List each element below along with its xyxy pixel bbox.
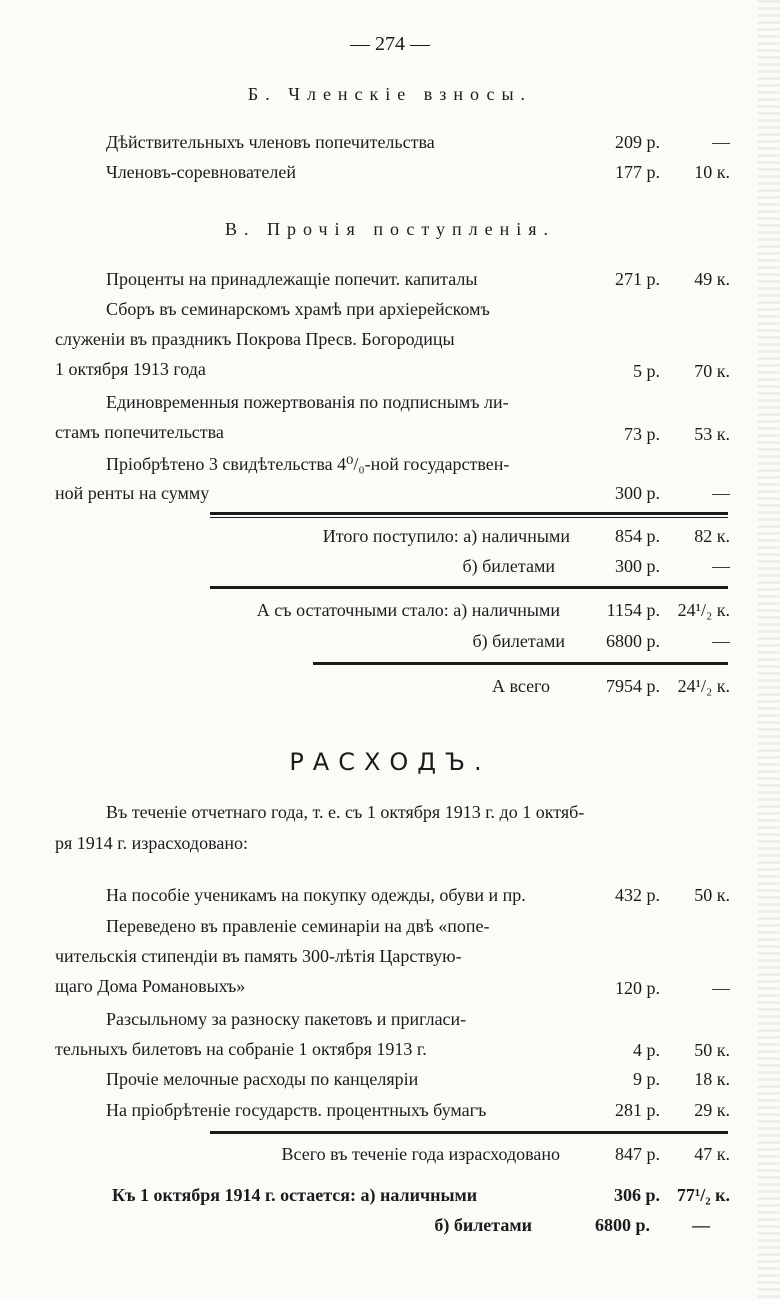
expense-row-2-line-2: чительскія стипендіи въ память 300-лѣтія Царствую-: [55, 946, 462, 966]
end-balance-cash-rub: 306 р.: [613, 1185, 660, 1205]
total-income-notes-label: б) билетами: [462, 556, 555, 576]
grand-total-rub: 7954 р.: [606, 676, 660, 696]
page-edge: [758, 0, 780, 1300]
expense-intro-line-2: ря 1914 г. израсходовано:: [55, 833, 248, 853]
divider-rule: [210, 586, 728, 589]
expense-row-4-label: Прочіе мелочные расходы по канцеляріи: [106, 1069, 419, 1089]
section-b-row-2-kop: 10 к.: [694, 162, 730, 182]
expense-total-kop: 47 к.: [694, 1144, 730, 1164]
divider-rule: [210, 1131, 728, 1134]
expense-row-5-label: На пріобрѣтеніе государств. процентныхъ бумагъ: [106, 1100, 487, 1120]
section-b-row-2-label: Членовъ-соревнователей: [106, 162, 297, 182]
section-v-row-3-rub: 73 р.: [624, 424, 660, 444]
with-balance-cash-kop: 24¹/₂ к.: [677, 600, 730, 620]
expense-heading: РАСХОДЪ.: [289, 748, 491, 776]
end-balance-cash-label: Къ 1 октября 1914 г. остается: а) наличными: [112, 1185, 478, 1205]
section-v-row-3-line-1: Единовременныя пожертвованія по подписнымъ ли-: [106, 392, 509, 412]
expense-row-2-line-3: щаго Дома Романовыхъ»: [55, 976, 246, 996]
expense-row-3-kop: 50 к.: [694, 1040, 730, 1060]
grand-total-kop: 24¹/₂ к.: [677, 676, 730, 696]
with-balance-notes-rub: 6800 р.: [606, 631, 660, 651]
expense-intro-line-1: Въ теченіе отчетнаго года, т. е. съ 1 октября 1913 г. до 1 октяб-: [106, 802, 585, 822]
end-balance-notes-label: б) билетами: [434, 1215, 532, 1235]
with-balance-cash-label: А съ остаточными стало: а) наличными: [256, 600, 560, 620]
section-v-row-1-label: Проценты на принадлежащіе попечит. капиталы: [106, 269, 478, 289]
expense-row-2-rub: 120 р.: [615, 978, 660, 998]
grand-total-label: А всего: [491, 676, 550, 696]
page-number: — 274 —: [350, 33, 430, 55]
with-balance-notes-kop: —: [712, 631, 730, 651]
section-v-row-2-rub: 5 р.: [633, 361, 660, 381]
with-balance-cash-rub: 1154 р.: [606, 600, 660, 620]
section-v-row-1-rub: 271 р.: [615, 269, 660, 289]
expense-row-4-kop: 18 к.: [694, 1069, 730, 1089]
expense-row-3-rub: 4 р.: [633, 1040, 660, 1060]
section-v-row-2-line-2: служеніи въ праздникъ Покрова Пресв. Богородицы: [55, 329, 455, 349]
section-v-row-4-rub: 300 р.: [615, 483, 660, 503]
total-income-notes-rub: 300 р.: [615, 556, 660, 576]
expense-row-1-label: На пособіе ученикамъ на покупку одежды, обуви и пр.: [106, 885, 526, 905]
expense-row-3-line-1: Разсыльному за разноску пакетовъ и пригласи-: [106, 1009, 467, 1029]
section-v-row-3-line-2: стамъ попечительства: [55, 422, 224, 442]
section-b-heading: Б. Членскіе взносы.: [247, 84, 533, 104]
total-income-notes-kop: —: [712, 556, 730, 576]
end-balance-notes-rub: 6800 р.: [594, 1215, 650, 1235]
section-v-row-2-line-1: Сборъ въ семинарскомъ храмѣ при архіерейскомъ: [106, 299, 490, 319]
section-v-heading: В. Прочія поступленія.: [224, 219, 556, 239]
expense-row-2-kop: —: [712, 978, 730, 998]
end-balance-notes-kop: —: [692, 1215, 710, 1235]
divider-rule: [210, 512, 728, 515]
section-v-row-3-kop: 53 к.: [694, 424, 730, 444]
total-income-cash-label: Итого поступило: а) наличными: [322, 526, 570, 546]
with-balance-notes-label: б) билетами: [472, 631, 565, 651]
expense-row-3-line-2: тельныхъ билетовъ на собраніе 1 октября 1913 г.: [55, 1039, 427, 1059]
section-b-row-1-label: Дѣйствительныхъ членовъ попечительства: [106, 132, 435, 152]
section-b-row-2-rub: 177 р.: [615, 162, 660, 182]
section-v-row-4-line-1: Пріобрѣтено 3 свидѣтельства 4⁰/₀-ной государствен-: [106, 454, 510, 474]
end-balance-cash-kop: 77¹/₂ к.: [676, 1185, 730, 1205]
section-v-row-2-kop: 70 к.: [694, 361, 730, 381]
section-v-row-1-kop: 49 к.: [694, 269, 730, 289]
section-b-row-1-rub: 209 р.: [615, 132, 660, 152]
expense-row-4-rub: 9 р.: [633, 1069, 660, 1089]
expense-row-5-kop: 29 к.: [694, 1100, 730, 1120]
section-v-row-2-line-3: 1 октября 1913 года: [55, 359, 206, 379]
divider-rule: [210, 517, 728, 518]
total-income-cash-kop: 82 к.: [694, 526, 730, 546]
expense-total-rub: 847 р.: [615, 1144, 660, 1164]
section-v-row-4-line-2: ной ренты на сумму: [55, 483, 210, 503]
section-v-row-4-kop: —: [712, 483, 730, 503]
expense-total-label: Всего въ теченіе года израсходовано: [281, 1144, 560, 1164]
expense-row-1-rub: 432 р.: [615, 885, 660, 905]
expense-row-5-rub: 281 р.: [615, 1100, 660, 1120]
divider-rule: [313, 662, 728, 665]
expense-row-1-kop: 50 к.: [694, 885, 730, 905]
expense-row-2-line-1: Переведено въ правленіе семинаріи на двѣ «попе-: [106, 916, 490, 936]
section-b-row-1-kop: —: [712, 132, 730, 152]
total-income-cash-rub: 854 р.: [615, 526, 660, 546]
